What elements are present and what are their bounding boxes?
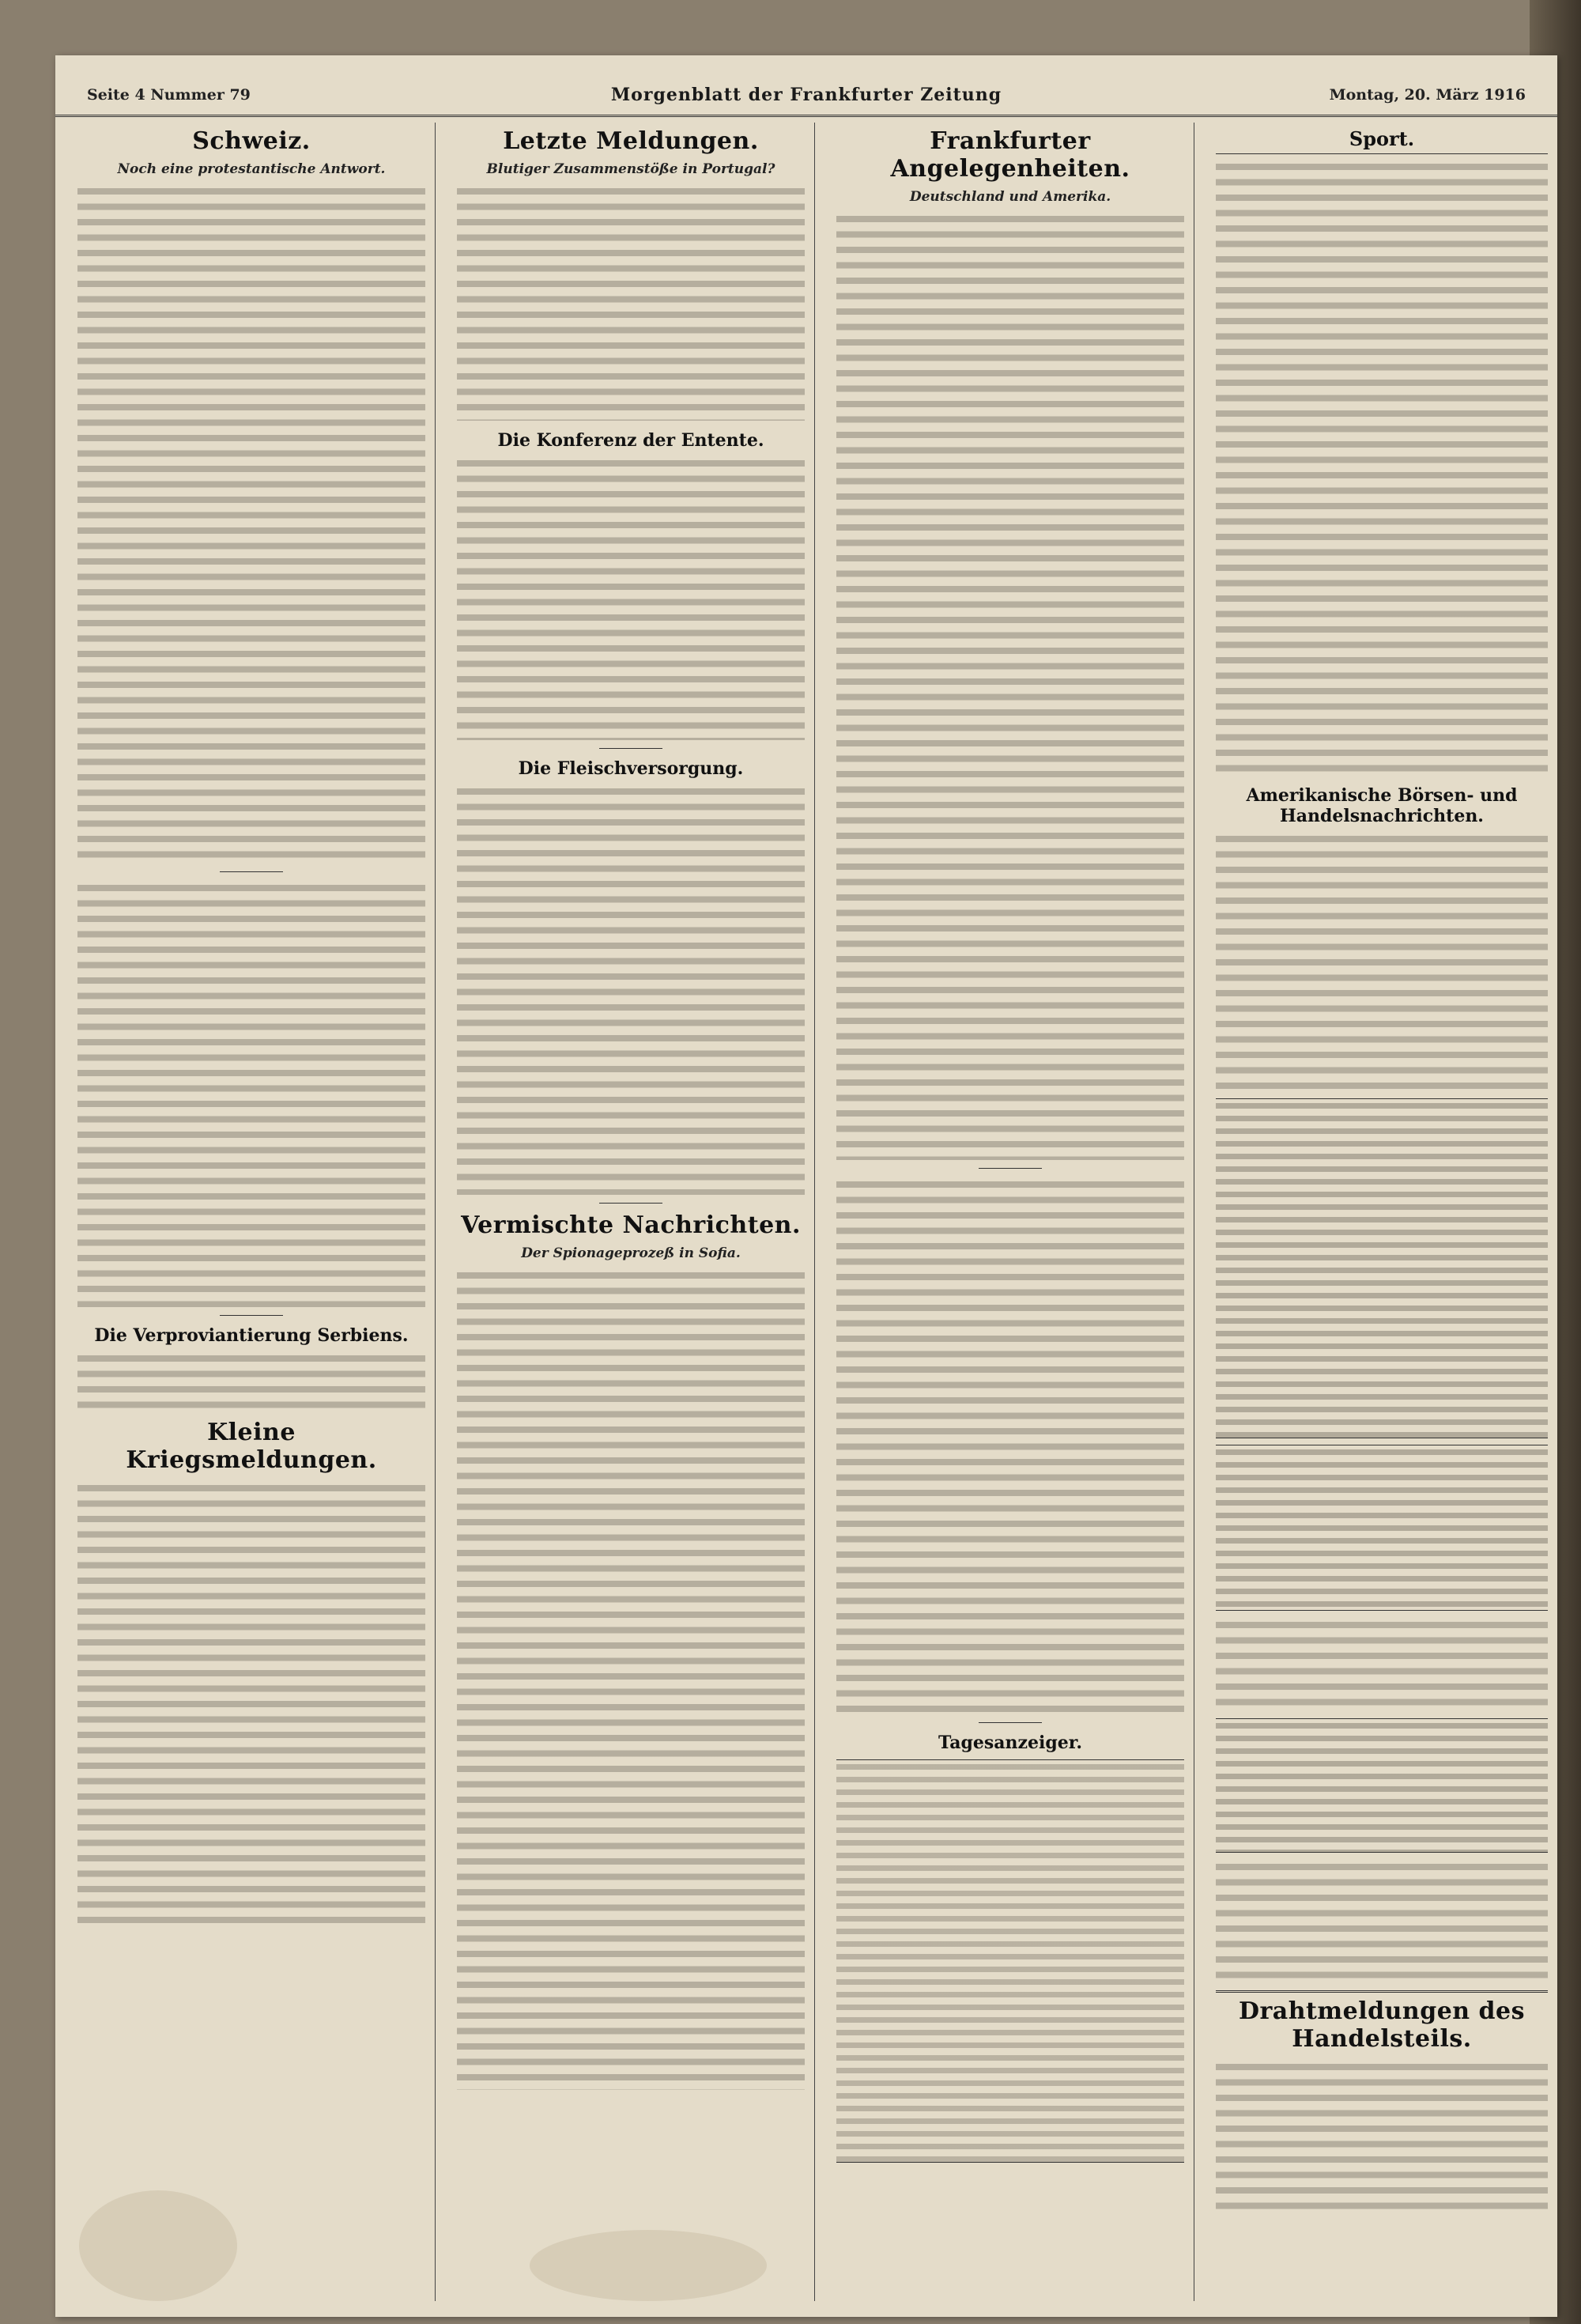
column-4 [1216, 123, 1548, 2301]
newspaper-page [55, 55, 1557, 2317]
commodity-table [1216, 1445, 1548, 1611]
body-text-block [77, 1351, 425, 1414]
body-text-block [836, 1177, 1184, 1714]
section-divider [599, 748, 662, 749]
body-text-block [1216, 831, 1548, 1092]
section-divider [220, 871, 283, 872]
heading-trade-wires: Drahtmeldungen des Handelsteils. [1216, 1990, 1548, 2053]
body-text-block [457, 784, 805, 1195]
exchange-quotes-table [1216, 1098, 1548, 1438]
newspaper-title: Morgenblatt der Frankfurter Zeitung [610, 85, 1002, 105]
daily-listings-table [836, 1759, 1184, 2163]
body-text-block [457, 455, 805, 740]
heading-sport: Sport. [1216, 127, 1548, 154]
subheading-sofia-trial: Der Spionageprozeß in Sofia. [521, 1245, 741, 1261]
section-divider [220, 1315, 283, 1316]
body-text-block [77, 1480, 425, 1923]
column-1 [77, 123, 425, 2301]
heading-schweiz: Schweiz. [192, 127, 311, 155]
heading-entente-conference: Die Konferenz der Entente. [497, 430, 764, 451]
heading-misc-news: Vermischte Nachrichten. [461, 1211, 801, 1239]
body-text-block [1216, 1617, 1548, 1712]
body-text-block [77, 880, 425, 1307]
subheading-germany-america: Deutschland und Amerika. [909, 189, 1111, 205]
subheading-portugal: Blutiger Zusammenstöße in Portugal? [486, 161, 775, 177]
market-table [1216, 1718, 1548, 1853]
heading-daily-listings: Tagesanzeiger. [938, 1733, 1082, 1753]
heading-meat-supply: Die Fleischversorgung. [518, 758, 744, 779]
body-text-block [77, 183, 425, 863]
body-text-block [836, 211, 1184, 1160]
issue-date: Montag, 20. März 1916 [1329, 86, 1526, 104]
column-rule [814, 123, 815, 2301]
masthead [55, 83, 1557, 117]
body-text-block [1216, 1859, 1548, 1986]
body-text-block [1216, 2059, 1548, 2217]
body-text-block [457, 183, 805, 421]
subheading-protestant-answer: Noch eine protestantische Antwort. [117, 161, 386, 177]
heading-american-exchange: Amerikanische Börsen- und Handelsnachrichten. [1246, 785, 1518, 826]
section-divider [979, 1168, 1042, 1169]
page-number: Seite 4 Nummer 79 [87, 86, 251, 104]
heading-serbia-provisioning: Die Verproviantierung Serbiens. [94, 1325, 409, 1346]
column-rule [435, 123, 436, 2301]
body-text-block [1216, 159, 1548, 776]
heading-war-reports: Kleine Kriegsmeldungen. [126, 1419, 377, 1474]
column-3 [836, 123, 1184, 2301]
body-text-block [457, 1268, 805, 2090]
section-divider [599, 1203, 662, 1204]
column-2 [457, 123, 805, 2301]
heading-frankfurt-affairs: Frankfurter Angelegenheiten. [890, 127, 1130, 183]
section-divider [979, 1722, 1042, 1723]
heading-latest-reports: Letzte Meldungen. [503, 127, 759, 155]
